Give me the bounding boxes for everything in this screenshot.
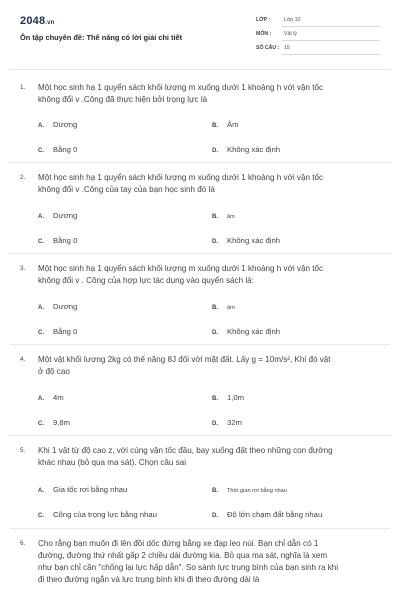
meta-class	[256, 16, 380, 27]
question-line: không đổi v .Công đã thực hiện bởi trọng lực là	[38, 95, 208, 104]
question-line: Một vật khối lượng 2kg có thế năng 8J đối với mặt đất. Lấy g = 10m/s², Khi đó vật	[38, 355, 331, 364]
question-line: không đổi v . Công của hợp lực tác dụng vào quyển sách là:	[38, 276, 254, 285]
question-divider	[10, 528, 390, 529]
question-line: Khi 1 vật từ độ cao z, với cùng vận tốc đầu, bay xuống đất theo những con đường	[38, 446, 333, 455]
meta-underline	[282, 54, 380, 55]
meta-subject	[256, 30, 380, 41]
meta-key: SỐ CÂU :	[256, 45, 280, 51]
option-c[interactable]: C. Bằng 0	[38, 327, 78, 336]
question-number: 6.	[20, 540, 26, 547]
question-line: Một học sinh hạ 1 quyển sách khối lượng m xuống dưới 1 khoảng h với vận tốc	[38, 173, 324, 182]
option-a[interactable]: A. Dương	[38, 120, 78, 129]
question-line: không đổi v .Công của tay của bạn học sinh đó là	[38, 185, 215, 194]
option-c[interactable]: C. Công của trọng lực bằng nhau	[38, 510, 157, 519]
document-title: Ôn tập chuyên đề: Thế năng có lời giải chi tiết	[20, 33, 183, 42]
question-line: Một học sinh hạ 1 quyển sách khối lượng m xuống dưới 1 khoảng h với vận tốc	[38, 264, 324, 273]
option-c[interactable]: C. Bằng 0	[38, 145, 78, 154]
question-line: Cho rằng bạn muốn đi lên đồi dốc đứng bằng xe đạp leo núi. Bạn chỉ dẫn có 1	[38, 539, 319, 548]
meta-value: Lớp 10	[284, 17, 301, 23]
meta-key: LỚP :	[256, 17, 271, 23]
option-b[interactable]: B. âm	[212, 305, 235, 311]
meta-underline	[282, 26, 380, 27]
question-number: 3.	[20, 265, 26, 272]
logo-suffix: .vn	[45, 20, 55, 26]
meta-underline	[282, 40, 380, 41]
meta-value: Vật lý	[284, 31, 297, 37]
question-line: đường, đường thứ nhất gấp 2 chiều dài đường kia. Bỏ qua ma sát, nghĩa là xem	[38, 551, 328, 560]
question-divider	[10, 435, 390, 436]
option-a[interactable]: A. Dương	[38, 211, 78, 220]
option-a[interactable]: A. Dương	[38, 302, 78, 311]
option-a[interactable]: A. 4m	[38, 393, 64, 402]
site-logo[interactable]	[20, 15, 55, 27]
question-number: 1.	[20, 84, 26, 91]
question-line: Một học sinh hạ 1 quyển sách khối lượng m xuống dưới 1 khoảng h với vận tốc	[38, 83, 324, 92]
header-divider	[10, 69, 390, 70]
question-divider	[10, 162, 390, 163]
option-c[interactable]: C. 9,8m	[38, 418, 71, 427]
option-d[interactable]: D. 32m	[212, 418, 242, 427]
question-line: đi theo đường ngắn và lực trung bình khi đi theo đường dài là	[38, 575, 260, 584]
question-line: ở độ cao	[38, 367, 70, 376]
option-b[interactable]: B. Âm	[212, 120, 239, 129]
meta-value: 15	[284, 45, 290, 51]
option-a[interactable]: A. Gia tốc rơi bằng nhau	[38, 485, 128, 494]
option-d[interactable]: D. Độ lớn chạm đất bằng nhau	[212, 510, 323, 519]
question-divider	[10, 344, 390, 345]
question-number: 2.	[20, 174, 26, 181]
option-d[interactable]: D. Không xác định	[212, 327, 280, 336]
logo-main: 2048	[20, 15, 46, 27]
option-b[interactable]: B. 1,0m	[212, 393, 245, 402]
option-c[interactable]: C. Bằng 0	[38, 236, 78, 245]
question-line: khác nhau (bỏ qua ma sát). Chọn câu sai	[38, 458, 187, 467]
question-number: 5.	[20, 447, 26, 454]
option-d[interactable]: D. Không xác định	[212, 145, 280, 154]
option-b[interactable]: B. Thời gian rơi bằng nhau	[212, 488, 287, 494]
question-line: như bạn chỉ cần "chống lại lực hấp dẫn". So sánh lực trung bình của bạn sinh ra khi	[38, 563, 339, 572]
header	[0, 0, 400, 70]
meta-key: MÔN :	[256, 31, 272, 37]
question-divider	[10, 253, 390, 254]
option-d[interactable]: D. Không xác định	[212, 236, 280, 245]
option-b[interactable]: B. âm	[212, 214, 235, 220]
meta-question-count	[256, 44, 380, 55]
question-number: 4.	[20, 356, 26, 363]
